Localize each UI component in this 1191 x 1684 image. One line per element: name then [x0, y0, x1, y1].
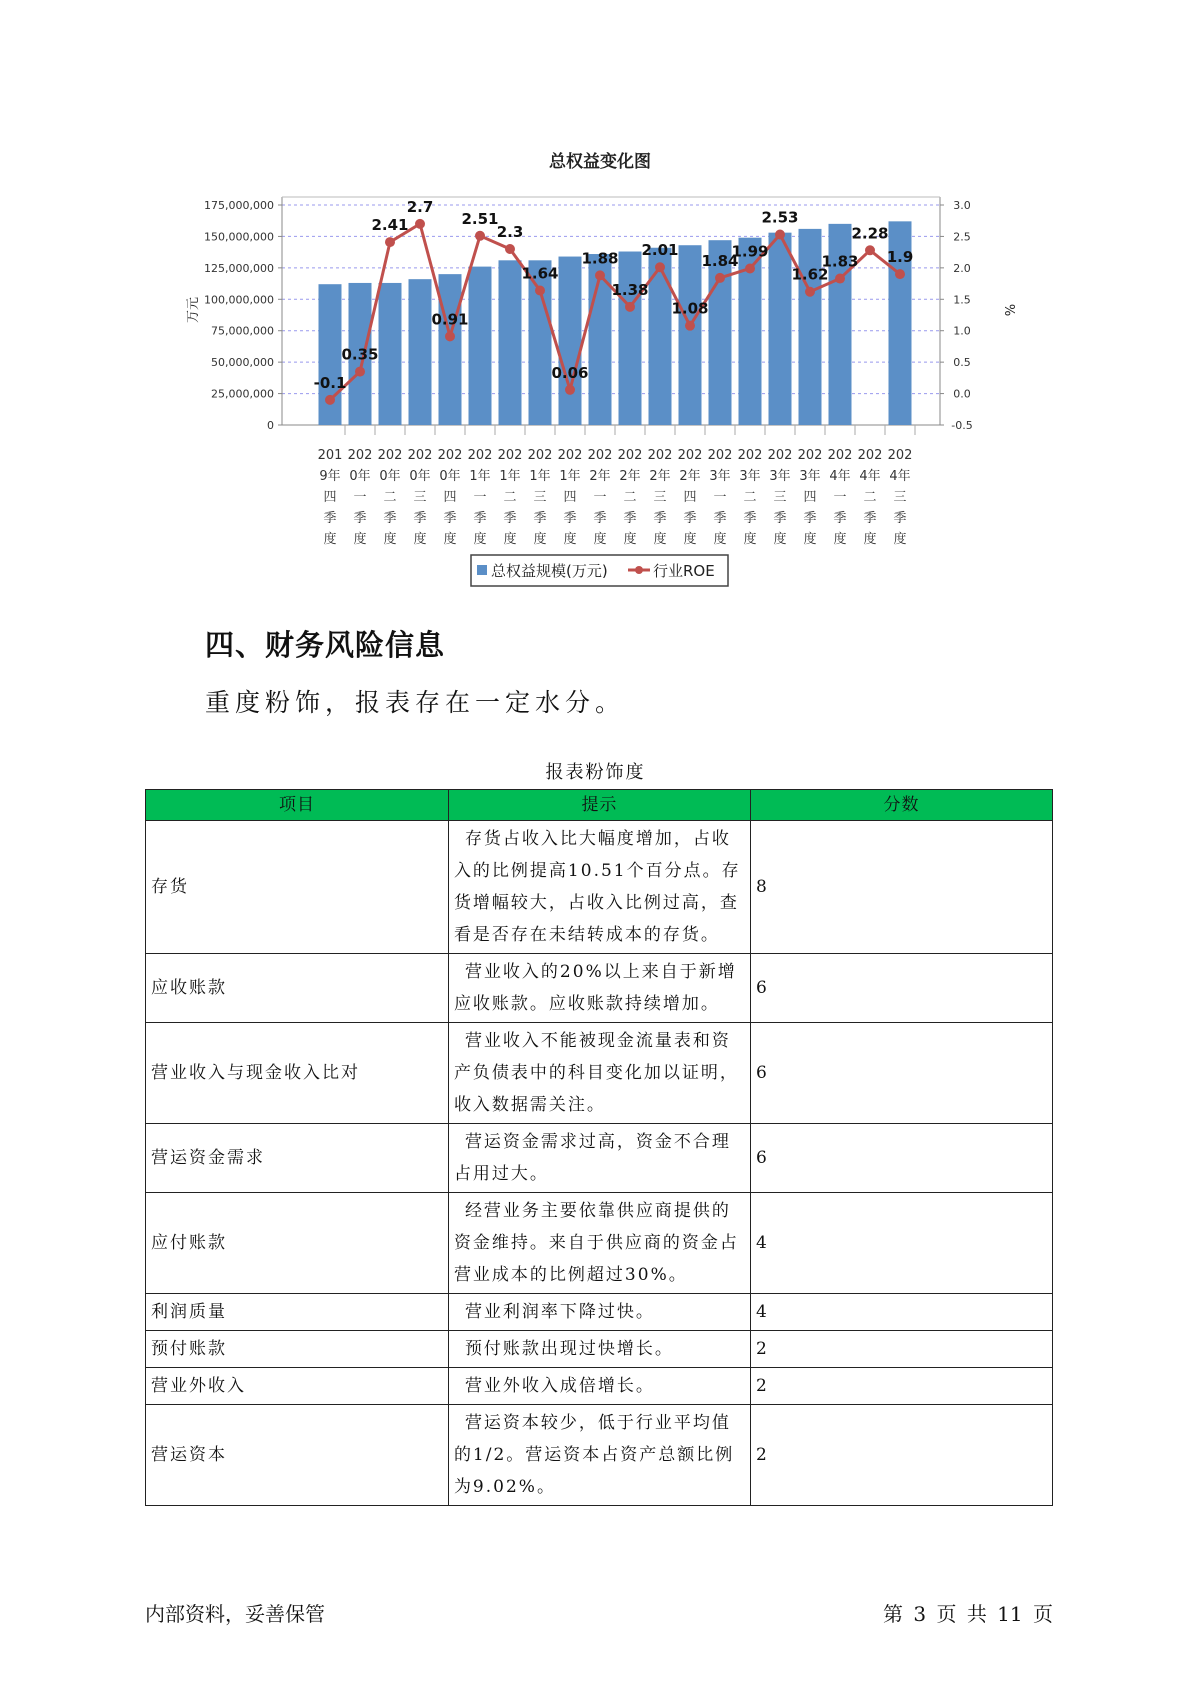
y2-tick-label: 2.5 [953, 230, 971, 244]
bar [379, 283, 402, 425]
x-tick-label: 度 [413, 532, 427, 547]
row-hint: 预付账款出现过快增长。 [448, 1331, 750, 1368]
x-tick-label: 季 [803, 511, 817, 526]
x-tick-label: 季 [443, 511, 457, 526]
y2-tick-label: 3.0 [953, 199, 971, 212]
x-tick-label: 度 [383, 532, 397, 547]
x-tick-label: 3年 [739, 469, 761, 484]
x-tick-label: 季 [353, 511, 367, 526]
roe-data-label: 2.01 [641, 241, 679, 260]
roe-data-label: 1.38 [611, 280, 649, 299]
x-tick-label: 度 [473, 532, 487, 547]
x-tick-label: 季 [833, 511, 847, 526]
x-tick-label: 季 [743, 511, 757, 526]
x-tick-label: 季 [473, 511, 487, 526]
table-row [146, 1023, 1053, 1124]
x-tick-label: 一 [713, 490, 727, 505]
row-item: 营运资金需求 [146, 1124, 449, 1193]
x-tick-label: 0年 [439, 469, 461, 484]
table-caption: 报表粉饰度 [545, 762, 646, 783]
roe-point [625, 302, 635, 312]
bar [799, 229, 822, 425]
x-tick-label: 季 [683, 511, 697, 526]
x-tick-label: 度 [743, 532, 757, 547]
roe-point [325, 395, 335, 405]
table-row [146, 1331, 1053, 1368]
row-item: 应收账款 [146, 954, 449, 1023]
x-tick-label: 三 [653, 490, 667, 505]
row-item: 应付账款 [146, 1193, 449, 1294]
roe-point [865, 245, 875, 255]
x-tick-label: 季 [863, 511, 877, 526]
header-item: 项目 [146, 790, 449, 821]
x-tick-label: 二 [863, 490, 877, 505]
row-item: 营业外收入 [146, 1368, 449, 1405]
roe-data-label: 2.28 [851, 224, 889, 243]
x-tick-label: 二 [743, 490, 757, 505]
table-row [146, 1124, 1053, 1193]
table-row [146, 1405, 1053, 1506]
x-tick-label: 度 [563, 532, 577, 547]
bar [649, 248, 672, 425]
y-axis-label: 万元 [186, 296, 201, 324]
x-tick-label: 202 [587, 448, 613, 463]
row-item: 营业收入与现金收入比对 [146, 1023, 449, 1124]
x-tick-label: 一 [593, 490, 607, 505]
bar [439, 274, 462, 425]
chart-title: 总权益变化图 [549, 152, 651, 172]
row-item: 存货 [146, 821, 449, 954]
y-tick-label: 150,000,000 [204, 230, 274, 244]
roe-point [775, 230, 785, 240]
footer-confidential: 内部资料，妥善保管 [145, 1602, 325, 1626]
roe-data-label: 1.64 [521, 264, 559, 283]
y-tick-label: 100,000,000 [204, 293, 274, 307]
x-tick-label: 202 [827, 448, 853, 463]
x-tick-label: 度 [833, 532, 847, 547]
x-tick-label: 3年 [799, 469, 821, 484]
row-score: 4 [750, 1294, 1052, 1331]
row-hint: 营业外收入成倍增长。 [448, 1368, 750, 1405]
x-tick-label: 2年 [619, 469, 641, 484]
row-hint: 营运资金需求过高，资金不合理占用过大。 [448, 1124, 750, 1193]
roe-point [355, 367, 365, 377]
roe-data-label: 1.84 [701, 251, 739, 270]
table-row [146, 954, 1053, 1023]
y2-tick-label: -0.5 [951, 419, 973, 432]
x-tick-label: 度 [773, 532, 787, 547]
legend-line-marker [635, 566, 643, 574]
x-tick-label: 202 [557, 448, 583, 463]
x-tick-label: 一 [353, 490, 367, 505]
x-tick-label: 202 [407, 448, 433, 463]
roe-data-label: 1.62 [791, 265, 829, 284]
row-score: 6 [750, 1124, 1052, 1193]
roe-point [415, 219, 425, 229]
x-tick-label: 2年 [679, 469, 701, 484]
y2-tick-label: 2.0 [953, 261, 971, 275]
roe-data-label: 2.51 [461, 209, 499, 228]
roe-point [565, 385, 575, 395]
x-tick-label: 四 [683, 490, 697, 505]
x-tick-label: 3年 [709, 469, 731, 484]
y-tick-label: 125,000,000 [204, 261, 274, 275]
x-tick-label: 2年 [649, 469, 671, 484]
y2-tick-label: 0.0 [953, 387, 971, 401]
roe-point [475, 231, 485, 241]
equity-chart [0, 0, 1191, 600]
x-tick-label: 202 [767, 448, 793, 463]
x-tick-label: 202 [887, 448, 913, 463]
row-score: 8 [750, 821, 1052, 954]
row-item: 营运资本 [146, 1405, 449, 1506]
table-row [146, 1294, 1053, 1331]
x-tick-label: 202 [527, 448, 553, 463]
y-tick-label: 0 [267, 419, 274, 432]
roe-point [715, 273, 725, 283]
x-tick-label: 季 [563, 511, 577, 526]
x-tick-label: 季 [623, 511, 637, 526]
roe-data-label: 0.06 [551, 363, 589, 382]
x-tick-label: 202 [617, 448, 643, 463]
row-score: 4 [750, 1193, 1052, 1294]
x-tick-label: 度 [443, 532, 457, 547]
row-item: 预付账款 [146, 1331, 449, 1368]
x-tick-label: 四 [443, 490, 457, 505]
roe-point [385, 237, 395, 247]
x-tick-label: 二 [383, 490, 397, 505]
x-tick-label: 三 [893, 490, 907, 505]
roe-data-label: 1.08 [671, 299, 709, 318]
x-tick-label: 1年 [499, 469, 521, 484]
table-row [146, 1368, 1053, 1405]
x-tick-label: 1年 [559, 469, 581, 484]
roe-point [655, 262, 665, 272]
roe-data-label: 2.3 [496, 223, 524, 241]
y-tick-label: 25,000,000 [211, 387, 274, 401]
x-tick-label: 度 [683, 532, 697, 547]
x-tick-label: 度 [623, 532, 637, 547]
risk-table [145, 789, 1053, 1506]
x-tick-label: 二 [623, 490, 637, 505]
x-tick-label: 1年 [529, 469, 551, 484]
roe-data-label: 2.7 [406, 197, 434, 216]
x-tick-label: 一 [473, 490, 487, 505]
table-row [146, 1193, 1053, 1294]
x-tick-label: 3年 [769, 469, 791, 484]
x-tick-label: 202 [647, 448, 673, 463]
roe-data-label: 2.41 [371, 216, 409, 235]
x-tick-label: 4年 [889, 469, 911, 484]
bar [499, 260, 522, 425]
x-tick-label: 度 [863, 532, 877, 547]
x-tick-label: 季 [713, 511, 727, 526]
roe-data-label: 0.91 [431, 310, 469, 329]
x-tick-label: 0年 [379, 469, 401, 484]
x-tick-label: 三 [533, 490, 547, 505]
x-tick-label: 二 [503, 490, 517, 505]
x-tick-label: 季 [383, 511, 397, 526]
legend-bar-swatch [477, 565, 487, 575]
y2-tick-label: 1.0 [953, 324, 971, 338]
x-tick-label: 202 [497, 448, 523, 463]
y2-axis-label: % [1001, 303, 1016, 317]
x-tick-label: 度 [503, 532, 517, 547]
row-hint: 营业收入不能被现金流量表和资产负债表中的科目变化加以证明，收入数据需关注。 [448, 1023, 750, 1124]
x-tick-label: 季 [503, 511, 517, 526]
x-tick-label: 度 [893, 532, 907, 547]
roe-data-label: 1.9 [886, 248, 914, 267]
roe-point [595, 270, 605, 280]
risk-summary: 重度粉饰，报表存在一定水分。 [205, 688, 626, 717]
x-tick-label: 202 [797, 448, 823, 463]
header-hint: 提示 [448, 790, 750, 821]
legend-line-label: 行业ROE [653, 562, 715, 580]
footer-page-number: 第 3 页 共 11 页 [883, 1602, 1053, 1626]
row-score: 2 [750, 1405, 1052, 1506]
x-tick-label: 202 [437, 448, 463, 463]
x-tick-label: 季 [593, 511, 607, 526]
x-tick-label: 202 [707, 448, 733, 463]
y-tick-label: 175,000,000 [204, 199, 274, 212]
x-tick-label: 9年 [319, 469, 341, 484]
roe-data-label: 1.83 [821, 252, 859, 271]
row-score: 6 [750, 954, 1052, 1023]
y2-tick-label: 1.5 [953, 293, 971, 307]
x-tick-label: 三 [413, 490, 427, 505]
x-tick-label: 202 [467, 448, 493, 463]
row-score: 6 [750, 1023, 1052, 1124]
row-hint: 营业收入的20%以上来自于新增应收账款。应收账款持续增加。 [448, 954, 750, 1023]
x-tick-label: 0年 [349, 469, 371, 484]
roe-point [445, 331, 455, 341]
x-tick-label: 季 [323, 511, 337, 526]
x-tick-label: 度 [713, 532, 727, 547]
row-hint: 经营业务主要依靠供应商提供的资金维持。来自于供应商的资金占营业成本的比例超过30%。 [448, 1193, 750, 1294]
x-tick-label: 1年 [469, 469, 491, 484]
roe-point [835, 274, 845, 284]
x-tick-label: 三 [773, 490, 787, 505]
y-tick-label: 50,000,000 [211, 356, 274, 370]
row-score: 2 [750, 1368, 1052, 1405]
x-tick-label: 度 [653, 532, 667, 547]
bar [679, 245, 702, 425]
x-tick-label: 四 [323, 490, 337, 505]
x-tick-label: 度 [803, 532, 817, 547]
legend-bar-label: 总权益规模(万元) [491, 562, 608, 580]
row-hint: 营业利润率下降过快。 [448, 1294, 750, 1331]
roe-point [805, 287, 815, 297]
x-tick-label: 202 [857, 448, 883, 463]
x-tick-label: 季 [653, 511, 667, 526]
x-tick-label: 4年 [829, 469, 851, 484]
bar [469, 267, 492, 425]
x-tick-label: 季 [413, 511, 427, 526]
y-tick-label: 75,000,000 [211, 324, 274, 338]
y2-tick-label: 0.5 [953, 356, 971, 370]
x-tick-label: 四 [563, 490, 577, 505]
x-tick-label: 度 [593, 532, 607, 547]
roe-data-label: 1.88 [581, 249, 619, 268]
x-tick-label: 度 [323, 532, 337, 547]
roe-point [505, 244, 515, 254]
x-tick-label: 202 [347, 448, 373, 463]
table-header-row [146, 790, 1053, 821]
x-tick-label: 季 [773, 511, 787, 526]
section-heading: 四、财务风险信息 [205, 628, 446, 662]
header-score: 分数 [750, 790, 1052, 821]
bar [529, 260, 552, 425]
x-tick-label: 201 [317, 448, 343, 463]
bar [559, 257, 582, 425]
x-tick-label: 4年 [859, 469, 881, 484]
bar [409, 279, 432, 425]
roe-point [535, 285, 545, 295]
bar [769, 233, 792, 425]
x-tick-label: 季 [533, 511, 547, 526]
x-tick-label: 202 [377, 448, 403, 463]
row-score: 2 [750, 1331, 1052, 1368]
x-tick-label: 度 [533, 532, 547, 547]
roe-data-label: 0.35 [341, 345, 379, 364]
x-tick-label: 202 [677, 448, 703, 463]
table-row [146, 821, 1053, 954]
x-tick-label: 0年 [409, 469, 431, 484]
x-tick-label: 度 [353, 532, 367, 547]
roe-data-label: 2.53 [761, 208, 799, 227]
roe-point [685, 321, 695, 331]
roe-point [745, 263, 755, 273]
x-tick-label: 202 [737, 448, 763, 463]
roe-point [895, 269, 905, 279]
row-hint: 营运资本较少，低于行业平均值的1/2。营运资本占资产总额比例为9.02%。 [448, 1405, 750, 1506]
roe-data-label: 1.99 [731, 242, 769, 261]
x-tick-label: 2年 [589, 469, 611, 484]
bar [619, 252, 642, 425]
x-tick-label: 四 [803, 490, 817, 505]
x-tick-label: 一 [833, 490, 847, 505]
row-hint: 存货占收入比大幅度增加，占收入的比例提高10.51个百分点。存货增幅较大，占收入比例过高，查看是否存在未结转成本的存货。 [448, 821, 750, 954]
x-tick-label: 季 [893, 511, 907, 526]
row-item: 利润质量 [146, 1294, 449, 1331]
roe-data-label: -0.1 [313, 373, 347, 392]
